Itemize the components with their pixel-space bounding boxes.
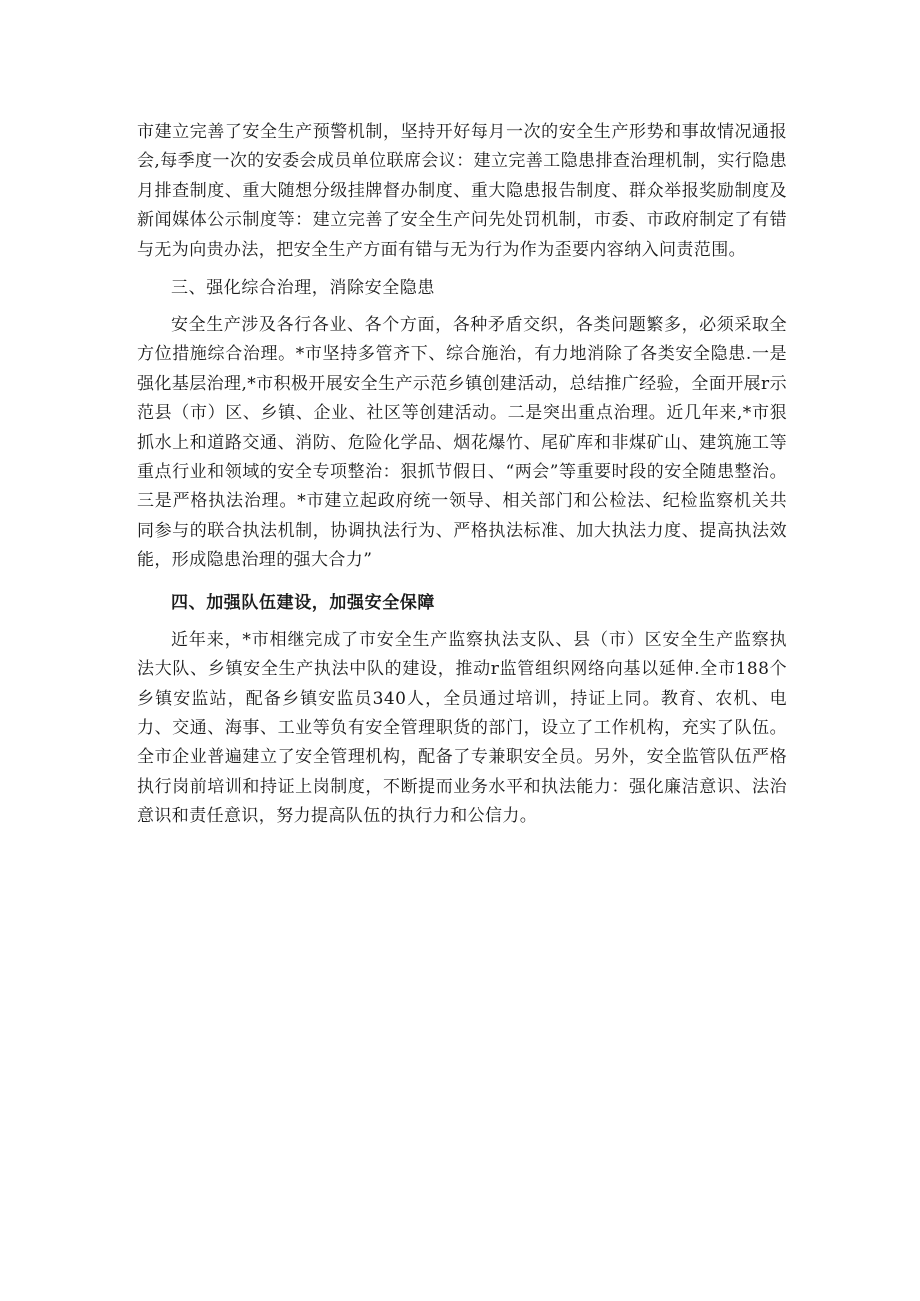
paragraph-team-building: 近年来，*市相继完成了市安全生产监察执法支队、县（市）区安全生产监察执法大队、乡镇安全生产执法中队的建设，推动r监管组织网络向基以延伸.全市188个乡镇安监站，配备乡镇安监员340人，全员通过培训，持证上同。教育、农机、电力、交通、海事、工业等负有安全管理职货的部门，设立了工作机构，充实了队伍。全市企业普遍建立了安全管理机构，配备了专兼职安全员。另外，安全监管队伍严格执行岗前培训和持证上岗制度，不断提而业务水平和执法能力：强化廉洁意识、法治意识和责任意识，努力提高队伍的执行力和公信力。 [137, 629, 787, 827]
paragraph-comprehensive-governance: 安全生产涉及各行各业、各个方面，各种矛盾交织，各类问题繁多，必须采取全方位措施综合治理。*市坚持多管齐下、综合施治，有力地消除了各类安全隐患.一是强化基层治理,*市积极开展安全生产示范乡镇创建活动，总结推广经验，全面开展r示范县（市）区、乡镇、企业、社区等创建活动。二是突出重点治理。近几年来,*市狠抓水上和道路交通、消防、危险化学品、烟花爆竹、尾矿库和非煤矿山、建筑施工等重点行业和领域的安全专项整治：狠抓节假日、“两会”等重要时段的安全随患整治。三是严格执法治理。*市建立起政府统一领导、相关部门和公检法、纪检监察机关共同参与的联合执法机制，协调执法行为、严格执法标准、加大执法力度、提高执法效能，形成隐患治理的强大合力” [137, 315, 787, 571]
paragraph-accountability: 市建立完善了安全生产预警机制，坚持开好每月一次的安全生产形势和事故情况通报会,每季度一次的安委会成员单位联席会议：建立完善工隐患排查治理机制，实行隐患月排查制度、重大随想分级挂牌督办制度、重大隐患报告制度、群众举报奖励制度及新闻媒体公示制度等：建立完善了安全生产问先处罚机制，市委、市政府制定了有错与无为向贵办法，把安全生产方面有错与无为行为作为歪要内容纳入问责范围。 [137, 122, 787, 260]
section-heading-four: 四、加强队伍建设，加强安全保障 [171, 592, 435, 613]
document-body [137, 118, 787, 832]
section-heading-three: 三、强化综合治理，消除安全隐患 [171, 278, 435, 299]
